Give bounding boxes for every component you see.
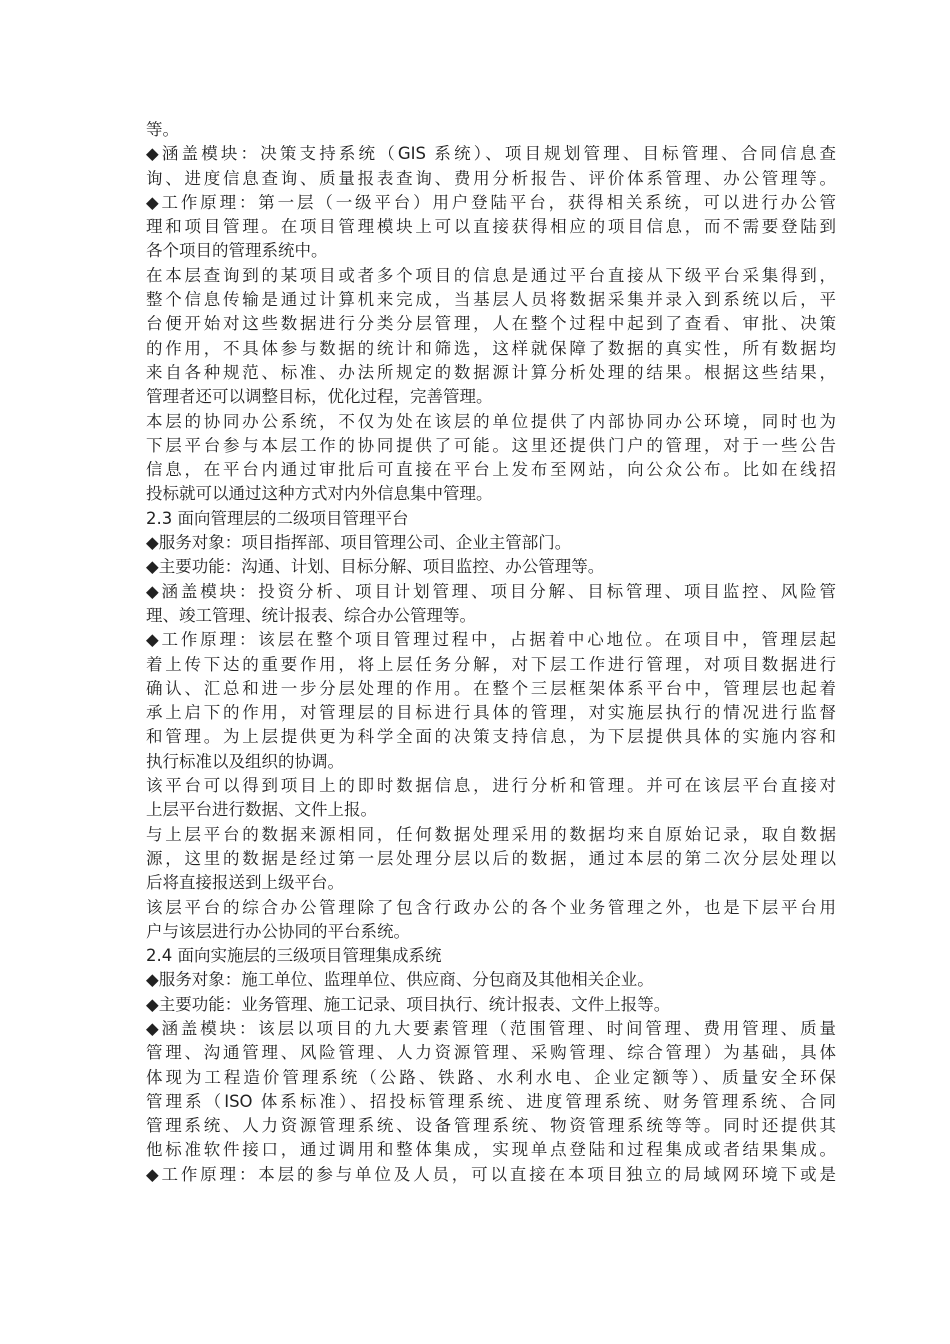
text-line: ◆主要功能：沟通、计划、目标分解、项目监控、办公管理等。 — [146, 557, 605, 577]
text-line: ◆工作原理：该层在整个项目管理过程中，占据着中心地位。在项目中，管理层起 — [146, 630, 836, 650]
text-line: 管理系（ISO 体系标准）、招投标管理系统、进度管理系统、财务管理系统、合同 — [146, 1091, 836, 1111]
text-line: 该平台可以得到项目上的即时数据信息，进行分析和管理。并可在该层平台直接对 — [146, 776, 836, 796]
text-line: ◆工作原理：本层的参与单位及人员，可以直接在本项目独立的局域网环境下或是 — [146, 1164, 836, 1184]
text-line: 理和项目管理。在项目管理模块上可以直接获得相应的项目信息，而不需要登陆到 — [146, 217, 836, 237]
text-line: 本层的协同办公系统，不仅为处在该层的单位提供了内部协同办公环境，同时也为 — [146, 411, 836, 431]
text-line: 承上启下的作用，对管理层的目标进行具体的管理，对实施层执行的情况进行监督 — [146, 703, 836, 723]
text-line: 管理系统、人力资源管理系统、设备管理系统、物资管理系统等等。同时还提供其 — [146, 1116, 836, 1136]
text-line: 询、进度信息查询、质量报表查询、费用分析报告、评价体系管理、办公管理等。 — [146, 168, 836, 188]
text-line: 投标就可以通过这种方式对内外信息集中管理。 — [146, 484, 493, 504]
text-line: ◆服务对象：项目指挥部、项目管理公司、企业主管部门。 — [146, 533, 572, 553]
text-line: 管理者还可以调整目标，优化过程，完善管理。 — [146, 387, 493, 407]
text-line: ◆涵盖模块：该层以项目的九大要素管理（范围管理、时间管理、费用管理、质量 — [146, 1018, 836, 1038]
text-line: ◆涵盖模块：决策支持系统（GIS 系统）、项目规划管理、目标管理、合同信息查 — [146, 144, 836, 164]
text-line: 与上层平台的数据来源相同，任何数据处理采用的数据均来自原始记录，取自数据 — [146, 824, 836, 844]
text-line: 他标准软件接口，通过调用和整体集成，实现单点登陆和过程集成或者结果集成。 — [146, 1140, 836, 1160]
text-line: 源，这里的数据是经过第一层处理分层以后的数据，通过本层的第二次分层处理以 — [146, 848, 836, 868]
text-line: 信息，在平台内通过审批后可直接在平台上发布至网站，向公众公布。比如在线招 — [146, 460, 836, 480]
text-line: 管理、沟通管理、风险管理、人力资源管理、采购管理、综合管理）为基础，具体 — [146, 1043, 836, 1063]
text-line: 的作用，不具体参与数据的统计和筛选，这样就保障了数据的真实性，所有数据均 — [146, 338, 836, 358]
text-line: 在本层查询到的某项目或者多个项目的信息是通过平台直接从下级平台采集得到， — [146, 265, 836, 285]
text-line: 理、竣工管理、统计报表、综合办公管理等。 — [146, 605, 476, 625]
text-line: 该层平台的综合办公管理除了包含行政办公的各个业务管理之外，也是下层平台用 — [146, 897, 836, 917]
text-line: 着上传下达的重要作用，将上层任务分解，对下层工作进行管理，对项目数据进行 — [146, 654, 836, 674]
text-line: 台便开始对这些数据进行分类分层管理，人在整个过程中起到了查看、审批、决策 — [146, 314, 836, 334]
text-line: ◆服务对象：施工单位、监理单位、供应商、分包商及其他相关企业。 — [146, 970, 654, 990]
text-line: ◆工作原理：第一层（一级平台）用户登陆平台，获得相关系统，可以进行办公管 — [146, 192, 836, 212]
text-line: 来自各种规范、标准、办法所规定的数据源计算分析处理的结果。根据这些结果， — [146, 362, 836, 382]
text-line: 2.3 面向管理层的二级项目管理平台 — [146, 508, 409, 528]
text-line: 等。 — [146, 120, 179, 139]
document-page — [146, 118, 836, 1187]
text-line: ◆涵盖模块：投资分析、项目计划管理、项目分解、目标管理、项目监控、风险管 — [146, 581, 836, 601]
text-line: 户与该层进行办公协同的平台系统。 — [146, 921, 410, 941]
text-line: 2.4 面向实施层的三级项目管理集成系统 — [146, 946, 442, 966]
text-line: ◆主要功能：业务管理、施工记录、项目执行、统计报表、文件上报等。 — [146, 994, 671, 1014]
text-line: 上层平台进行数据、文件上报。 — [146, 800, 377, 820]
text-line: 后将直接报送到上级平台。 — [146, 873, 344, 893]
text-line: 确认、汇总和进一步分层处理的作用。在整个三层框架体系平台中，管理层也起着 — [146, 678, 836, 698]
text-line: 各个项目的管理系统中。 — [146, 241, 328, 261]
text-line: 下层平台参与本层工作的协同提供了可能。这里还提供门户的管理，对于一些公告 — [146, 435, 836, 455]
text-line: 整个信息传输是通过计算机来完成，当基层人员将数据采集并录入到系统以后，平 — [146, 290, 836, 310]
text-line: 和管理。为上层提供更为科学全面的决策支持信息，为下层提供具体的实施内容和 — [146, 727, 836, 747]
text-line: 执行标准以及组织的协调。 — [146, 751, 344, 771]
text-line: 体现为工程造价管理系统（公路、铁路、水利水电、企业定额等）、质量安全环保 — [146, 1067, 836, 1087]
